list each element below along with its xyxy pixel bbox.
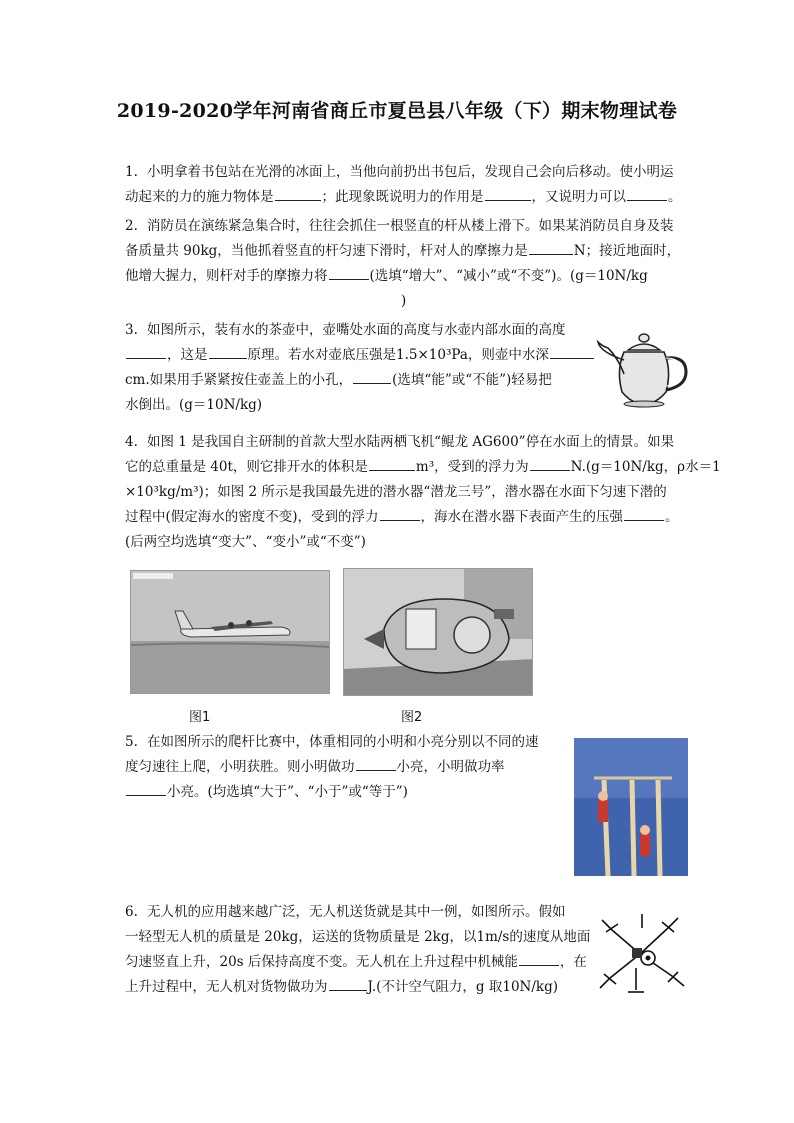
page-title: 2019-2020学年河南省商丘市夏邑县八年级（下）期末物理试卷 <box>116 100 678 122</box>
question-4 <box>125 430 721 555</box>
drone-icon <box>592 908 694 1000</box>
figure-1-seaplane-photo <box>130 570 330 694</box>
answer-blank <box>353 371 391 384</box>
answer-blank <box>529 242 573 255</box>
question-text: ×10³kg/m³)；如图 2 所示是我国最先进的潜水器“潜龙三号”，潜水器在水面下匀速下潜的 <box>125 484 667 500</box>
question-text: cm.如果用手紧紧按住壶盖上的小孔， <box>125 372 353 388</box>
question-text: ；此现象既说明力的作用是 <box>321 189 484 205</box>
question-text: ，在 <box>559 954 587 970</box>
answer-blank <box>356 758 396 771</box>
pole-climbing-icon <box>574 738 688 876</box>
question-5 <box>125 730 539 805</box>
question-2 <box>125 214 680 314</box>
question-text: ，这是 <box>167 347 208 363</box>
answer-blank <box>485 188 531 201</box>
question-text: N.(g＝10N/kg，ρ水＝1 <box>570 459 721 475</box>
question-text: 。 <box>665 509 679 525</box>
question-text: 度匀速往上爬，小明获胜。则小明做功 <box>125 759 355 775</box>
figure-2-submersible-photo <box>343 568 533 696</box>
question-text: (选填“能”或“不能”)轻易把 <box>392 372 552 388</box>
question-text: 一轻型无人机的质量是 20kg，运送的货物质量是 2kg，以1m/s的速度从地面 <box>125 929 591 945</box>
question-1 <box>125 160 682 210</box>
teapot-figure <box>594 330 694 410</box>
answer-blank <box>126 783 166 796</box>
question-text: ) <box>401 293 407 309</box>
question-number: 4. <box>125 434 138 450</box>
question-number: 6. <box>125 904 138 920</box>
question-text: 如图 1 是我国自主研制的首款大型水陆两栖飞机“鲲龙 AG600”停在水面上的情景。如果 <box>147 434 675 450</box>
question-text: (后两空均选填“变大”、“变小”或“不变”) <box>125 534 366 550</box>
question-text: 小亮，小明做功率 <box>396 759 505 775</box>
question-text: 匀速竖直上升，20s 后保持高度不变。无人机在上升过程中机械能 <box>125 954 518 970</box>
question-text: ，海水在潜水器下表面产生的压强 <box>420 509 624 525</box>
figure-1-caption: 图1 <box>189 710 211 725</box>
question-number: 2. <box>125 218 138 234</box>
question-text: 在如图所示的爬杆比赛中，体重相同的小明和小亮分别以不同的速 <box>147 734 539 750</box>
question-text: 小明拿着书包站在光滑的冰面上，当他向前扔出书包后，发现自己会向后移动。使小明运 <box>147 164 674 180</box>
question-number: 5. <box>125 734 138 750</box>
answer-blank <box>627 188 667 201</box>
answer-blank <box>275 188 321 201</box>
figure-2-caption: 图2 <box>401 710 423 725</box>
question-text: 原理。若水对壶底压强是1.5×10³Pa，则壶中水深 <box>247 347 549 363</box>
question-text: m³，受到的浮力为 <box>415 459 529 475</box>
answer-blank <box>380 508 420 521</box>
question-text: 如图所示，装有水的茶壶中，壶嘴处水面的高度与水壶内部水面的高度 <box>147 322 566 338</box>
pole-climbing-photo <box>574 738 688 876</box>
answer-blank <box>624 508 664 521</box>
question-text: N；接近地面时， <box>573 243 681 259</box>
question-text: 。 <box>668 189 682 205</box>
question-text: 动起来的力的施力物体是 <box>125 189 274 205</box>
seaplane-icon <box>131 571 330 694</box>
answer-blank <box>530 458 570 471</box>
question-text: 上升过程中，无人机对货物做功为 <box>125 979 328 995</box>
question-text: 消防员在演练紧急集合时，往往会抓住一根竖直的杆从楼上滑下。如果某消防员自身及装 <box>147 218 674 234</box>
question-text: 他增大握力，则杆对手的摩擦力将 <box>125 268 328 284</box>
answer-blank <box>550 346 594 359</box>
question-text: J.(不计空气阻力，g 取10N/kg) <box>367 979 558 995</box>
question-text: (选填“增大”、“减小”或“不变”)。(g＝10N/kg <box>369 268 648 284</box>
drone-figure <box>592 908 694 1000</box>
question-text: 过程中(假定海水的密度不变)，受到的浮力 <box>125 509 379 525</box>
answer-blank <box>369 458 415 471</box>
question-text: 无人机的应用越来越广泛，无人机送货就是其中一例，如图所示。假如 <box>147 904 566 920</box>
question-text: 备质量共 90kg，当他抓着竖直的杆匀速下滑时，杆对人的摩擦力是 <box>125 243 528 259</box>
answer-blank <box>519 953 559 966</box>
question-text: ，又说明力可以 <box>531 189 626 205</box>
question-number: 1. <box>125 164 138 180</box>
question-text: 小亮。(均选填“大于”、“小于”或“等于”) <box>167 784 408 800</box>
teapot-icon <box>594 330 694 410</box>
submersible-icon <box>344 569 533 696</box>
question-number: 3. <box>125 322 138 338</box>
answer-blank <box>329 267 369 280</box>
question-text: 它的总重量是 40t，则它排开水的体积是 <box>125 459 368 475</box>
question-6 <box>125 900 590 1000</box>
question-3 <box>125 318 595 418</box>
answer-blank <box>329 978 367 991</box>
answer-blank <box>126 346 166 359</box>
question-text: 水倒出。(g＝10N/kg) <box>125 397 263 413</box>
answer-blank <box>209 346 247 359</box>
